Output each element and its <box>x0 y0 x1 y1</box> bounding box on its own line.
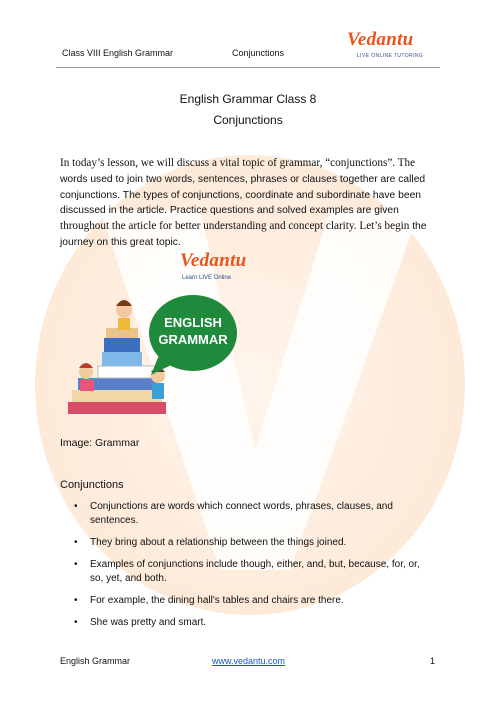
bubble-line-english: ENGLISH <box>164 315 222 330</box>
bullet-text: Conjunctions are words which connect words, phrases, clauses, and sentences. <box>90 501 393 526</box>
footer-left-label: English Grammar <box>60 656 131 666</box>
bubble-line-grammar: GRAMMAR <box>158 332 228 347</box>
intro-paragraph <box>60 156 440 251</box>
image-caption: Image: Grammar <box>60 437 140 449</box>
bullet-icon: • <box>74 559 78 570</box>
list-item <box>60 500 430 528</box>
bullet-text: Examples of conjunctions include though, either, and, but, because, for, or, so, yet, and both. <box>90 559 420 584</box>
intro-text-3: throughout the article for better understanding and concept clarity. Let’s begin <box>60 220 410 233</box>
page-title: English Grammar Class 8 <box>179 92 317 106</box>
header-divider <box>56 67 440 68</box>
figure-vedantu-logo: Vedantu <box>180 250 247 271</box>
bullet-icon: • <box>74 595 78 606</box>
header-vedantu-logo: Vedantu <box>347 29 414 50</box>
intro-text-1: In today’s lesson, we will discuss a vital topic of grammar, “conjunctions”. The <box>60 157 416 169</box>
header-logo-tagline: LIVE ONLINE TUTORING <box>357 53 424 59</box>
conjunctions-bullet-list <box>60 500 430 638</box>
page-subtitle: Conjunctions <box>213 113 283 127</box>
list-item <box>60 558 430 586</box>
bullet-text: They bring about a relationship between the things joined. <box>90 537 347 548</box>
bullet-text: She was pretty and smart. <box>90 617 207 628</box>
intro-text-2: words used to join two words, sentences, phrases or clauses together are called conjunctions. The types of conjunctions, coordinate and subordinate have been discussed in the article. Practice questions and solved examples are given <box>60 173 426 217</box>
page-number: 1 <box>430 656 436 666</box>
intro-text-4: the journey on this great topic. <box>60 221 427 248</box>
bullet-text: For example, the dining hall's tables and chairs are there. <box>90 595 344 606</box>
bullet-icon: • <box>74 537 78 548</box>
section-heading: Conjunctions <box>60 479 124 491</box>
header-topic-label: Conjunctions <box>232 48 285 58</box>
footer-website-link[interactable]: www.vedantu.com <box>212 656 286 666</box>
bullet-icon: • <box>74 617 78 628</box>
header-course-label: Class VIII English Grammar <box>62 48 174 58</box>
bullet-icon: • <box>74 501 78 512</box>
list-item <box>60 536 430 550</box>
grammar-illustration <box>62 250 262 420</box>
list-item <box>60 594 430 608</box>
speech-bubble-text <box>149 314 237 348</box>
figure-logo-tagline: Learn LIVE Online <box>182 275 232 281</box>
list-item <box>60 616 430 630</box>
